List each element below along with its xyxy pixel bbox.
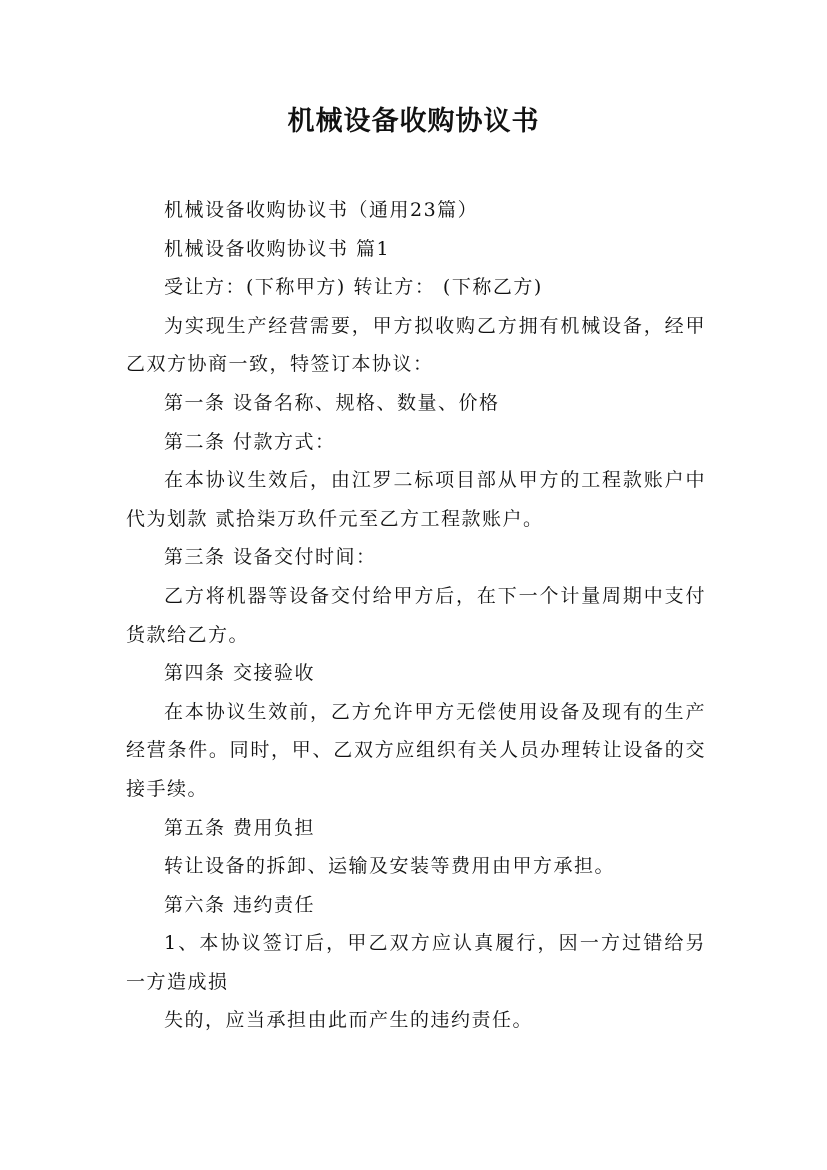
paragraph-article-5-heading: 第五条 费用负担 [164, 816, 316, 839]
paragraph-article-4-heading: 第四条 交接验收 [164, 662, 316, 685]
paragraph-article-2-heading: 第二条 付款方式： [164, 430, 336, 453]
paragraph-article-6-heading: 第六条 违约责任 [164, 893, 316, 916]
paragraph-article-3-heading: 第三条 设备交付时间： [164, 546, 377, 569]
paragraph-subtitle: 机械设备收购协议书（通用23篇） [164, 199, 479, 221]
paragraph-chapter-heading: 机械设备收购协议书 篇1 [164, 237, 391, 260]
document-title: 机械设备收购协议书 [287, 106, 540, 137]
paragraph-article-3-body: 乙方将机器等设备交付给甲方后，在下一个计量周期中支付货款给乙方。 [126, 584, 706, 646]
paragraph-article-4-body: 在本协议生效前，乙方允许甲方无偿使用设备及现有的生产经营条件。同时，甲、乙双方应组织有关人员办理转让设备的交接手续。 [126, 700, 706, 800]
paragraph-article-2-body: 在本协议生效后，由江罗二标项目部从甲方的工程款账户中代为划款 贰拾柒万玖仟元至乙方工程款账户。 [126, 469, 706, 530]
document-body [126, 191, 706, 1040]
paragraph-article-6-item-1-cont: 失的，应当承担由此而产生的违约责任。 [164, 1009, 534, 1032]
paragraph-preamble: 为实现生产经营需要，甲方拟收购乙方拥有机械设备，经甲乙双方协商一致，特签订本协议： [126, 314, 706, 376]
paragraph-article-6-item-1: 1、本协议签订后，甲乙双方应认真履行，因一方过错给另一方造成损 [126, 932, 706, 993]
paragraph-article-5-body: 转让设备的拆卸、运输及安装等费用由甲方承担。 [164, 855, 616, 878]
paragraph-parties: 受让方：(下称甲方) 转让方： (下称乙方) [164, 276, 543, 299]
paragraph-article-1-heading: 第一条 设备名称、规格、数量、价格 [164, 391, 500, 414]
